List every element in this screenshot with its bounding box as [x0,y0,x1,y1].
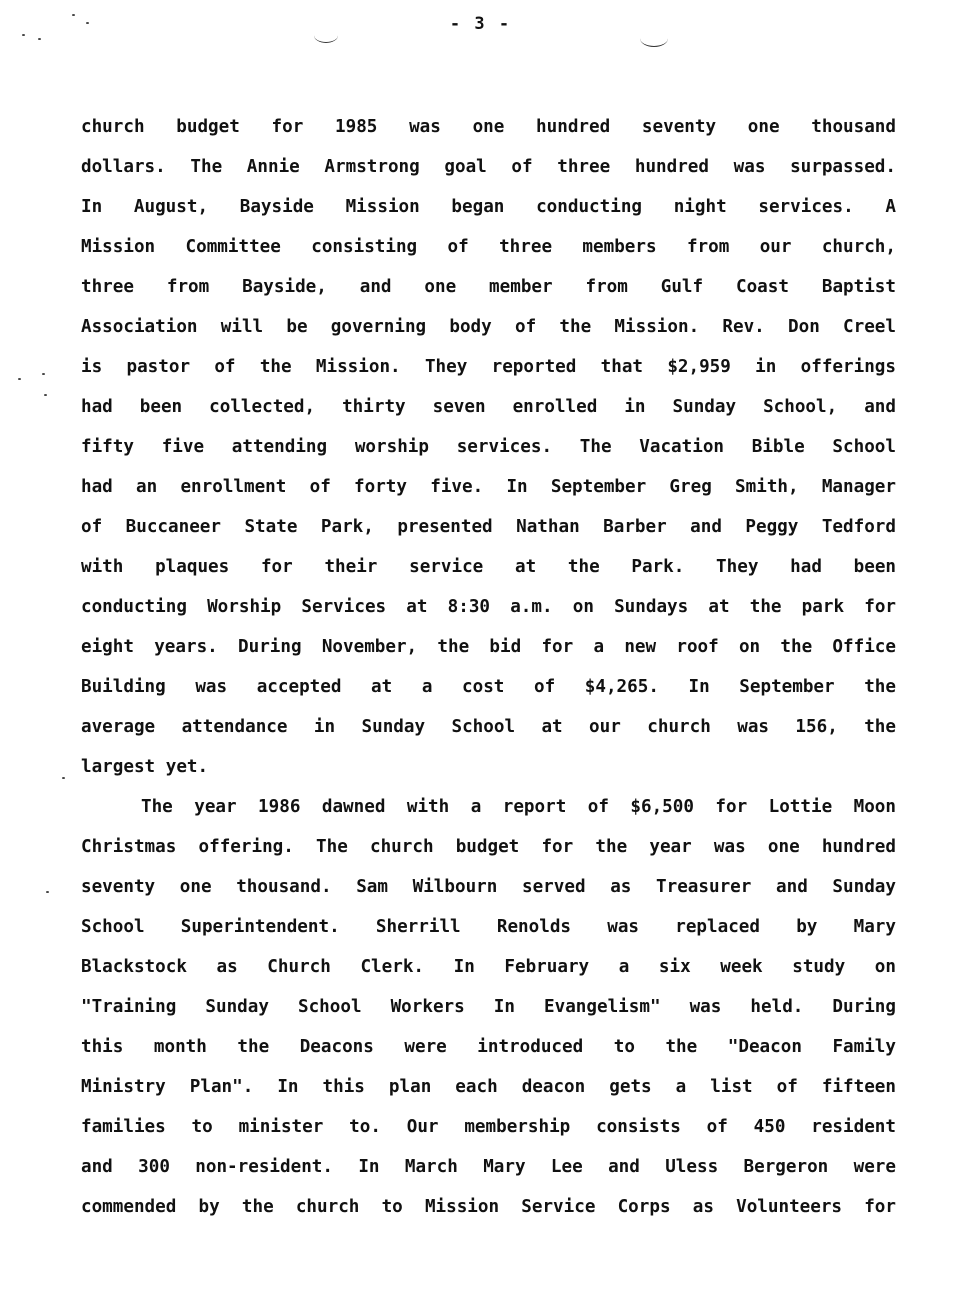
text-line: this month the Deacons were introduced to the "Deacon Family [81,1037,896,1057]
scan-artifact [314,28,338,43]
text-line: Blackstock as Church Clerk. In February a six week study on [81,957,896,977]
text-line: fifty five attending worship services. The Vacation Bible School [81,437,896,457]
scan-speck [42,373,45,375]
text-line: with plaques for their service at the Park. They had been [81,557,896,577]
text-line: largest yet. [81,757,209,777]
text-line: Association will be governing body of the Mission. Rev. Don Creel [81,317,896,337]
scan-speck [46,891,49,893]
text-line: of Buccaneer State Park, presented Nathan Barber and Peggy Tedford [81,517,896,537]
page-number: - 3 - [449,14,512,34]
text-line: conducting Worship Services at 8:30 a.m. on Sundays at the park for [81,597,896,617]
text-line: seventy one thousand. Sam Wilbourn served as Treasurer and Sunday [81,877,896,897]
scan-speck [22,34,25,36]
text-line: eight years. During November, the bid for a new roof on the Office [81,637,896,657]
text-line: Ministry Plan". In this plan each deacon gets a list of fifteen [81,1077,896,1097]
text-line: had an enrollment of forty five. In September Greg Smith, Manager [81,477,896,497]
text-line: is pastor of the Mission. They reported that $2,959 in offerings [81,357,896,377]
text-line: Mission Committee consisting of three members from our church, [81,237,896,257]
scan-speck [62,777,65,779]
text-line: Christmas offering. The church budget for the year was one hundred [81,837,896,857]
text-line: and 300 non-resident. In March Mary Lee and Uless Bergeron were [81,1157,896,1177]
text-line: had been collected, thirty seven enrolled in Sunday School, and [81,397,896,417]
paragraph-1 [81,107,896,787]
text-line: Building was accepted at a cost of $4,265. In September the [81,677,896,697]
text-line: three from Bayside, and one member from Gulf Coast Baptist [81,277,896,297]
text-line: commended by the church to Mission Service Corps as Volunteers for [81,1197,896,1217]
text-line: In August, Bayside Mission began conducting night services. A [81,197,896,217]
text-line: The year 1986 dawned with a report of $6,500 for Lottie Moon [141,797,896,817]
scan-speck [38,38,41,40]
scan-speck [86,22,89,24]
text-line: church budget for 1985 was one hundred seventy one thousand [81,117,896,137]
scan-speck [72,14,75,16]
scan-artifact [640,30,668,47]
scan-speck [18,378,21,380]
text-line: "Training Sunday School Workers In Evangelism" was held. During [81,997,896,1017]
text-line: School Superintendent. Sherrill Renolds was replaced by Mary [81,917,896,937]
paragraph-2 [81,787,896,1227]
text-line: dollars. The Annie Armstrong goal of three hundred was surpassed. [81,157,896,177]
scan-speck [44,394,47,396]
text-line: average attendance in Sunday School at our church was 156, the [81,717,896,737]
text-line: families to minister to. Our membership consists of 450 resident [81,1117,896,1137]
